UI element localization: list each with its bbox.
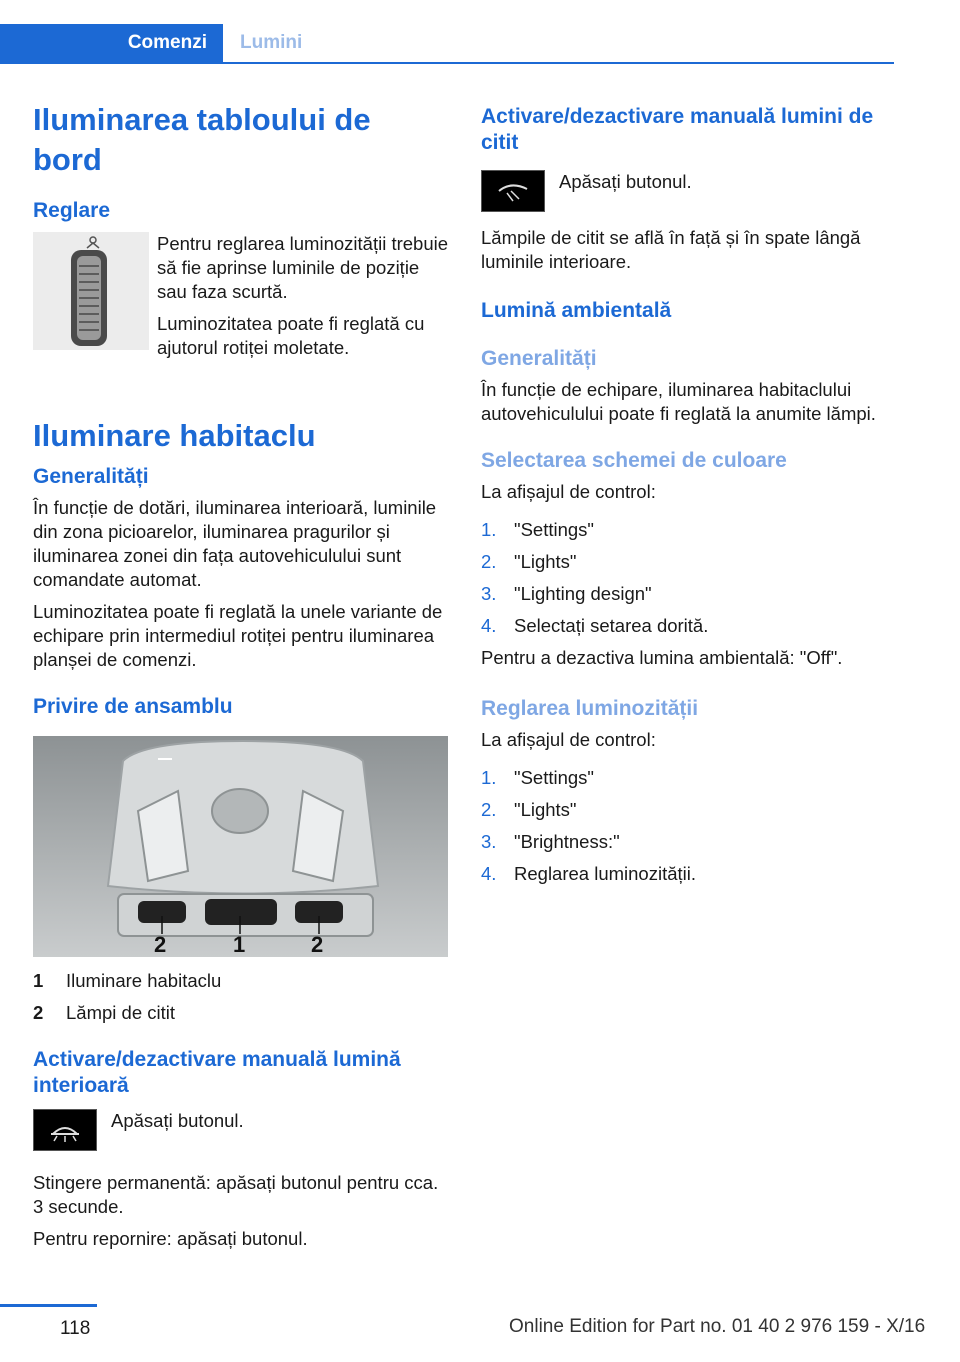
heading-brightness: Reglarea luminozității (481, 697, 699, 720)
heading-ambient-general: Generalități (481, 347, 597, 370)
step-text: "Settings" (514, 767, 594, 788)
callout-label-center: 1 (233, 932, 246, 957)
legend-text: Iluminare habitaclu (66, 970, 222, 991)
left-column (33, 100, 448, 1251)
heading-manual-interior: Activare/dezactivare manuală lumină interioară (33, 1048, 401, 1097)
list-item (481, 862, 893, 886)
heading-reglare: Reglare (33, 199, 111, 222)
reglare-text-1: Pentru reglarea luminozității trebuie să fie aprinse luminile de poziție sau faza scurtă. (157, 233, 449, 302)
list-item (481, 798, 893, 822)
general-text-1: În funcție de dotări, iluminarea interioară, luminile din zona picioarelor, iluminarea pragurilor și iluminarea zonei din fața autovehiculului sunt comandate automat. (33, 497, 437, 590)
list-item (481, 614, 893, 638)
list-item (481, 550, 893, 574)
overhead-console-illustration (33, 736, 448, 957)
legend-item (33, 969, 448, 993)
list-item (481, 518, 893, 542)
thumbwheel-icon (33, 232, 149, 350)
manual-interior-text-1: Apăsați butonul. (111, 1110, 244, 1131)
heading-ambient: Lumină ambientală (481, 299, 672, 322)
list-item (481, 830, 893, 854)
step-number: 2. (481, 799, 497, 820)
reading-light-button-image (481, 170, 545, 212)
header-tabbar (0, 24, 894, 64)
step-text: "Lighting design" (514, 583, 652, 604)
tab-lumini[interactable]: Lumini (240, 32, 303, 53)
tab-comenzi[interactable]: Comenzi (0, 24, 223, 62)
manual-interior-text-3: Pentru repornire: apăsați butonul. (33, 1228, 308, 1249)
step-number: 1. (481, 767, 497, 788)
step-number: 1. (481, 519, 497, 540)
brightness-intro: La afișajul de control: (481, 729, 656, 750)
step-text: "Brightness:" (514, 831, 620, 852)
heading-dashboard-lighting: Iluminarea tabloului de bord (33, 102, 371, 177)
step-text: "Lights" (514, 551, 577, 572)
reading-text-2: Lămpile de citit se află în față și în spate lângă luminile interioare. (481, 227, 861, 272)
step-number: 4. (481, 615, 497, 636)
callout-label-right: 2 (311, 932, 324, 957)
legend-item (33, 1001, 448, 1025)
color-intro: La afișajul de control: (481, 481, 656, 502)
interior-button-row (33, 1109, 448, 1151)
brightness-steps-list (481, 766, 893, 886)
general-text-2: Luminozitatea poate fi reglată la unele variante de echipare prin intermediul rotiței pentru iluminarea planșei de comenzi. (33, 601, 443, 670)
list-item (481, 582, 893, 606)
legend-text: Lămpi de citit (66, 1002, 175, 1023)
heading-overview: Privire de ansamblu (33, 695, 233, 718)
step-number: 4. (481, 863, 497, 884)
reading-light-icon (491, 177, 535, 205)
legend-number: 1 (33, 970, 44, 991)
interior-light-button-image (33, 1109, 97, 1151)
ambient-text: În funcție de echipare, iluminarea habitaclului autovehiculului poate fi reglată la anumite lămpi. (481, 379, 876, 424)
step-number: 3. (481, 583, 497, 604)
color-off-text: Pentru a dezactiva lumina ambientală: "Off". (481, 647, 843, 668)
callout-label-left: 2 (154, 932, 167, 957)
right-column (481, 104, 893, 894)
step-number: 3. (481, 831, 497, 852)
interior-light-icon (43, 1116, 87, 1144)
manual-interior-text-2: Stingere permanentă: apăsați butonul pentru cca. 3 secunde. (33, 1172, 439, 1217)
heading-interior-lighting: Iluminare habitaclu (33, 418, 316, 453)
legend-number: 2 (33, 1002, 44, 1023)
step-text: "Settings" (514, 519, 594, 540)
reading-button-row (481, 170, 893, 212)
step-number: 2. (481, 551, 497, 572)
list-item (481, 766, 893, 790)
heading-general: Generalități (33, 465, 149, 488)
reglare-text-2: Luminozitatea poate fi reglată cu ajutorul rotiței moletate. (157, 313, 425, 358)
overhead-console-image (33, 736, 448, 957)
step-text: "Lights" (514, 799, 577, 820)
footer-rule (0, 1304, 97, 1307)
footer-edition: Online Edition for Part no. 01 40 2 976 159 - X/16 (509, 1316, 926, 1337)
reading-text-1: Apăsați butonul. (559, 171, 692, 192)
step-text: Selectați setarea dorită. (514, 615, 709, 636)
thumbwheel-image (33, 232, 149, 350)
step-text: Reglarea luminozității. (514, 863, 697, 884)
reglare-section (33, 198, 448, 360)
page-number: 118 (60, 1318, 91, 1339)
color-steps-list (481, 518, 893, 638)
heading-color-scheme: Selectarea schemei de culoare (481, 449, 787, 472)
heading-reading-lights: Activare/dezactivare manuală lumini de citit (481, 105, 874, 154)
